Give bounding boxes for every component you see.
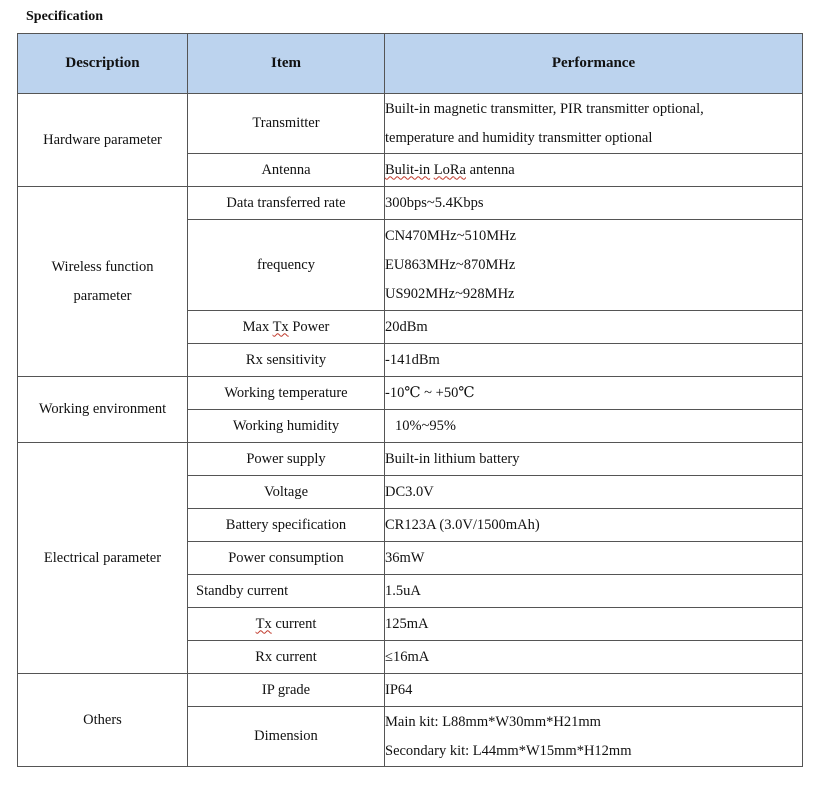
- page-title: Specification: [26, 9, 103, 24]
- perf-power-consumption: 36mW: [385, 542, 803, 575]
- group-hardware-label: Hardware parameter: [18, 94, 188, 187]
- group-electrical-label: Electrical parameter: [18, 443, 188, 674]
- table-row: [18, 94, 803, 154]
- item-max-tx-post: Power: [292, 318, 330, 335]
- perf-antenna-rest: antenna: [469, 161, 515, 178]
- table-row: [18, 443, 803, 476]
- perf-rx-current: ≤16mA: [385, 641, 803, 674]
- item-voltage: Voltage: [188, 476, 385, 509]
- item-working-temperature: Working temperature: [188, 377, 385, 410]
- perf-ip-grade: IP64: [385, 674, 803, 707]
- group-others-label: Others: [18, 674, 188, 767]
- item-tx-current-post: current: [275, 615, 317, 632]
- perf-voltage: DC3.0V: [385, 476, 803, 509]
- item-tx-current-wavy: Tx: [255, 615, 272, 632]
- perf-max-tx-power: 20dBm: [385, 311, 803, 344]
- header-row: [18, 34, 803, 94]
- perf-working-humidity-cell: [385, 410, 803, 443]
- perf-antenna-word2: LoRa: [433, 161, 466, 178]
- header-description: Description: [18, 34, 188, 94]
- group-wireless-label: [18, 187, 188, 377]
- item-dimension: Dimension: [188, 707, 385, 767]
- item-antenna: Antenna: [188, 154, 385, 187]
- perf-transmitter-line1: Built-in magnetic transmitter, PIR transmitter optional,: [385, 100, 704, 117]
- specification-table: [17, 33, 803, 767]
- perf-standby-current: 1.5uA: [385, 575, 803, 608]
- perf-working-humidity: 10%~95%: [395, 417, 457, 434]
- item-transmitter: Transmitter: [188, 94, 385, 154]
- item-max-tx-power: [188, 311, 385, 344]
- item-data-rate: Data transferred rate: [188, 187, 385, 220]
- group-wireless-label-line2: parameter: [73, 287, 132, 304]
- perf-dimension-line2: Secondary kit: L44mm*W15mm*H12mm: [385, 742, 632, 759]
- item-max-tx-wavy: Tx: [272, 318, 289, 335]
- item-rx-sensitivity: Rx sensitivity: [188, 344, 385, 377]
- perf-transmitter-line2: temperature and humidity transmitter optional: [385, 129, 653, 146]
- perf-frequency: [385, 220, 803, 311]
- item-tx-current: [188, 608, 385, 641]
- item-frequency: frequency: [188, 220, 385, 311]
- perf-working-temperature: -10℃ ~ +50℃: [385, 377, 803, 410]
- perf-data-rate: 300bps~5.4Kbps: [385, 187, 803, 220]
- item-battery-specification: Battery specification: [188, 509, 385, 542]
- perf-frequency-line3: US902MHz~928MHz: [385, 285, 515, 302]
- item-power-supply: Power supply: [188, 443, 385, 476]
- item-ip-grade: IP grade: [188, 674, 385, 707]
- perf-battery-specification: CR123A (3.0V/1500mAh): [385, 509, 803, 542]
- perf-transmitter: [385, 94, 803, 154]
- perf-antenna: [385, 154, 803, 187]
- header-performance: Performance: [385, 34, 803, 94]
- perf-frequency-line1: CN470MHz~510MHz: [385, 227, 517, 244]
- item-standby-current: Standby current: [188, 575, 385, 608]
- perf-dimension: [385, 707, 803, 767]
- item-max-tx-pre: Max: [242, 318, 270, 335]
- item-working-humidity: Working humidity: [188, 410, 385, 443]
- perf-tx-current: 125mA: [385, 608, 803, 641]
- perf-antenna-word1: Bulit-in: [385, 161, 431, 178]
- table-row: [18, 187, 803, 220]
- perf-rx-sensitivity: -141dBm: [385, 344, 803, 377]
- table-row: [18, 377, 803, 410]
- perf-dimension-line1: Main kit: L88mm*W30mm*H21mm: [385, 713, 601, 730]
- group-environment-label: Working environment: [18, 377, 188, 443]
- table-row: [18, 674, 803, 707]
- item-rx-current: Rx current: [188, 641, 385, 674]
- item-power-consumption: Power consumption: [188, 542, 385, 575]
- group-wireless-label-line1: Wireless function: [51, 258, 154, 275]
- perf-frequency-line2: EU863MHz~870MHz: [385, 256, 516, 273]
- perf-power-supply: Built-in lithium battery: [385, 443, 803, 476]
- header-item: Item: [188, 34, 385, 94]
